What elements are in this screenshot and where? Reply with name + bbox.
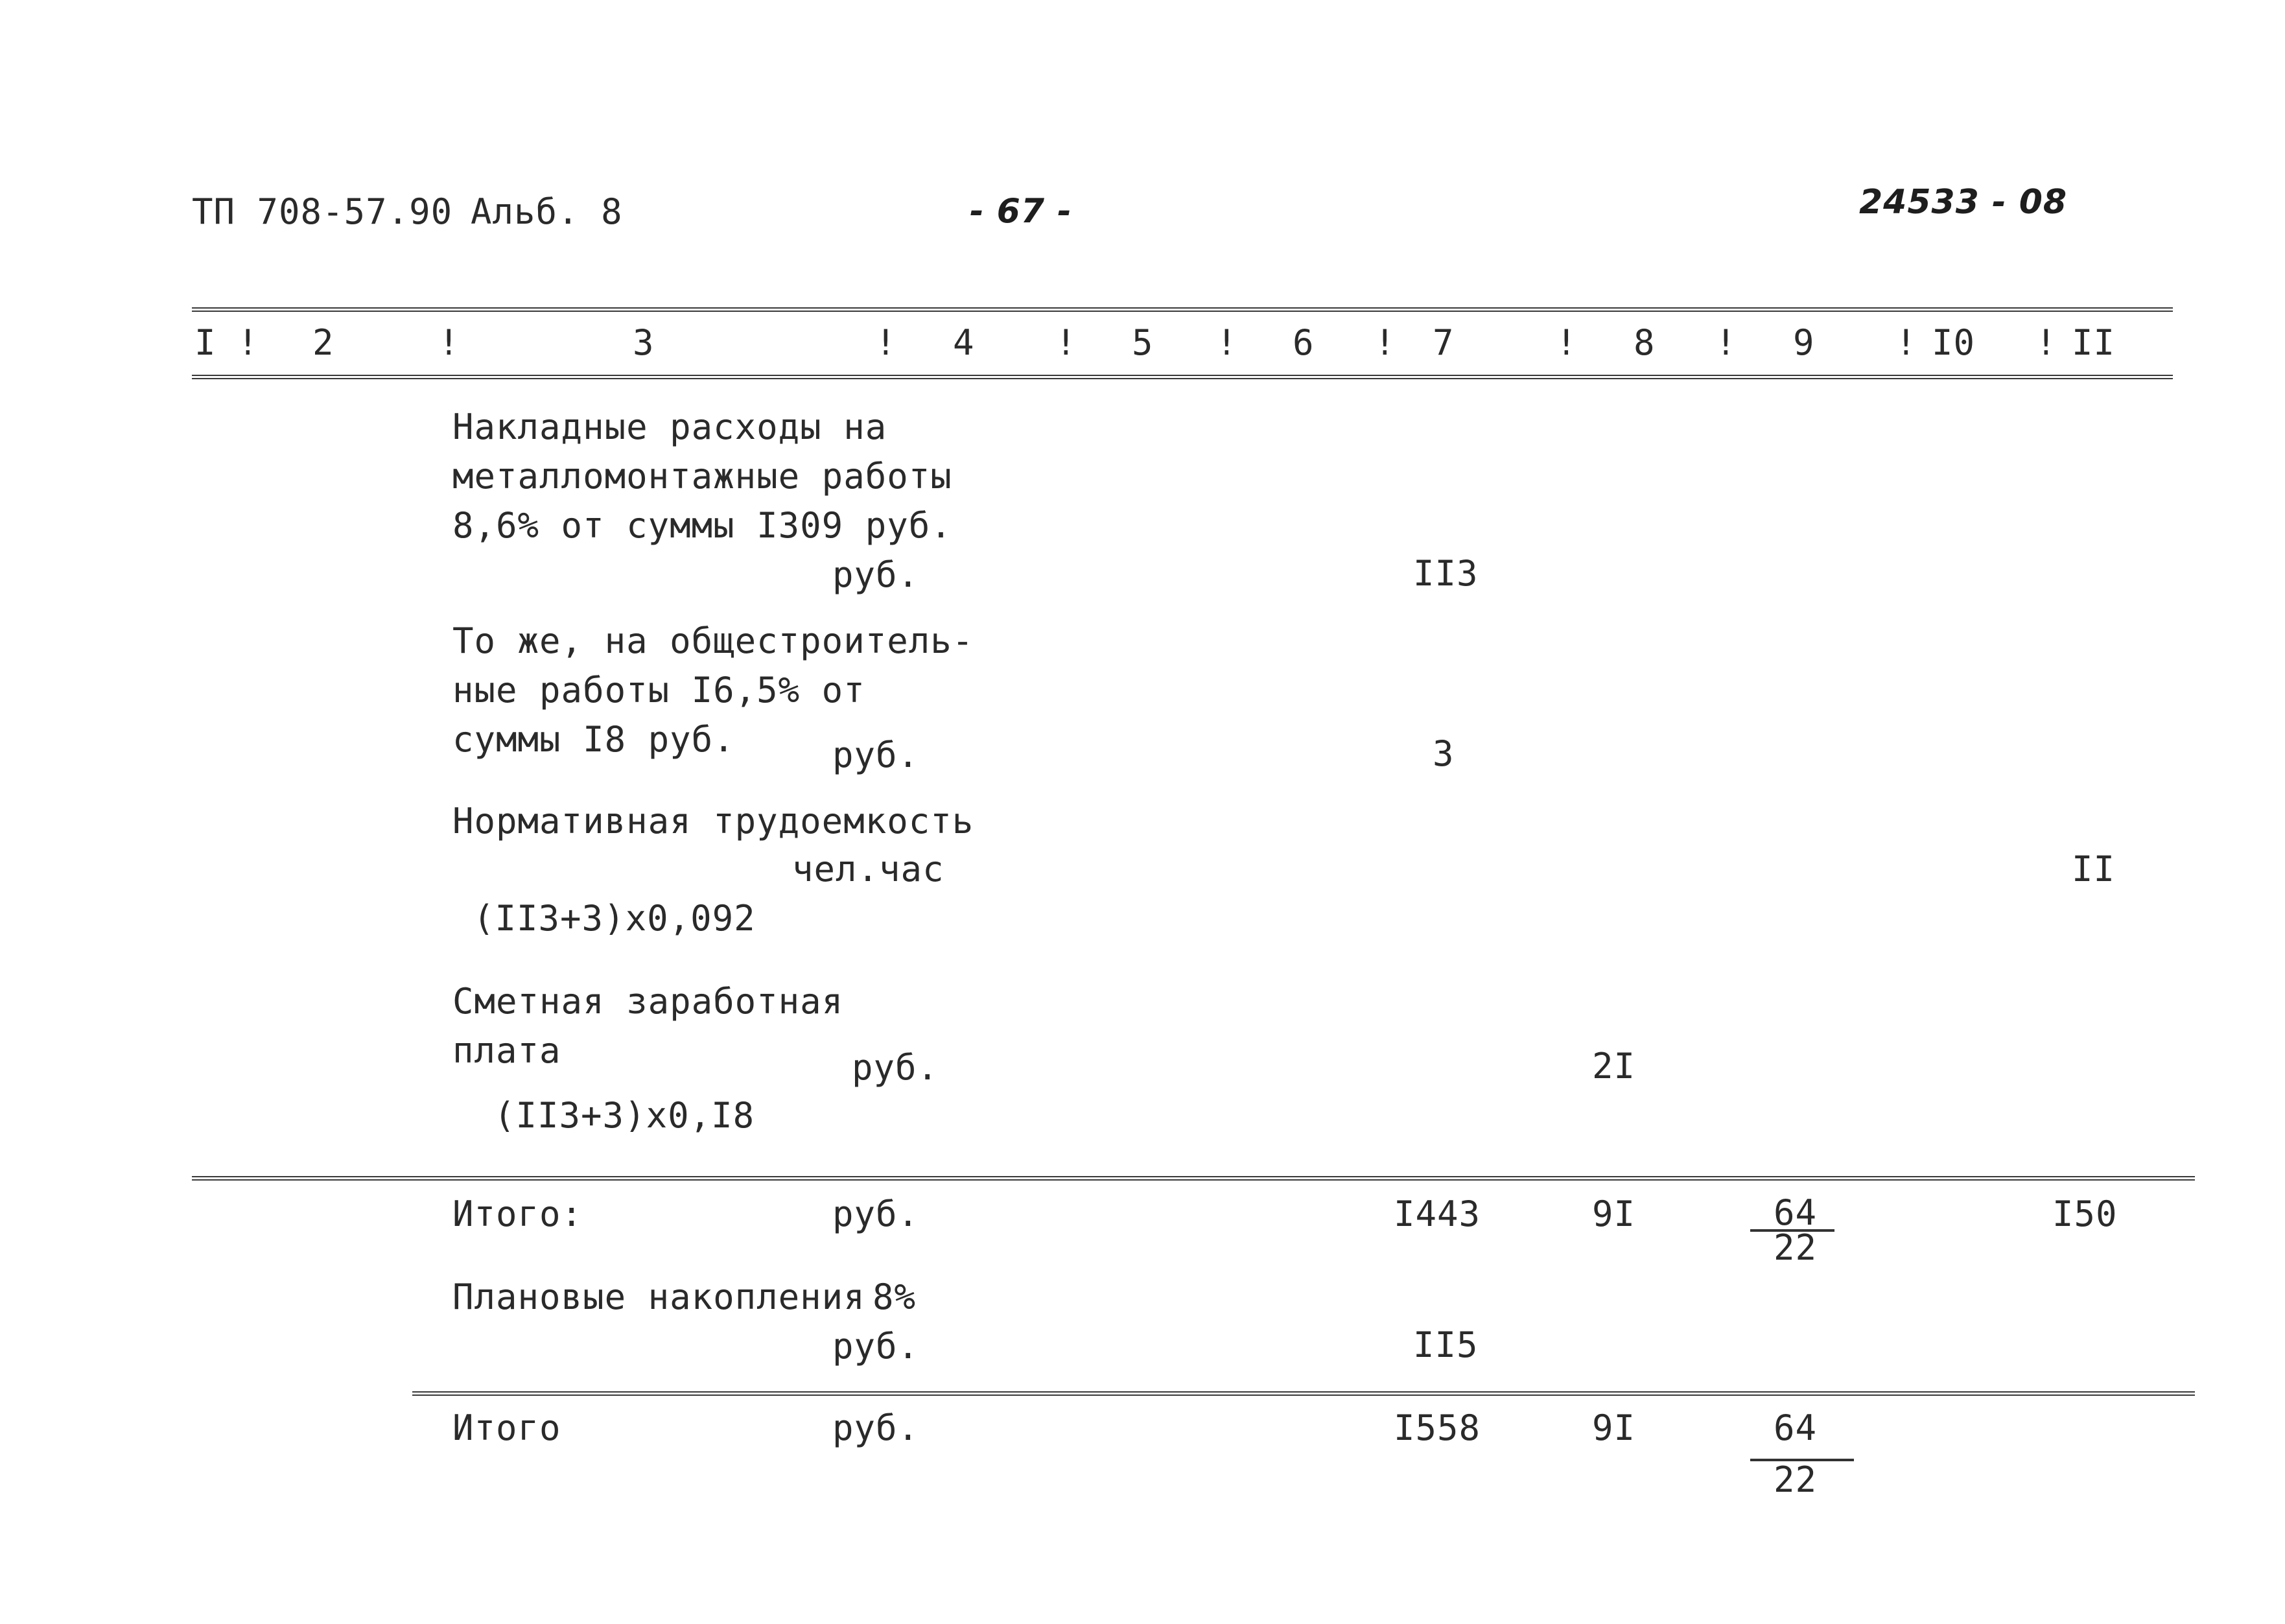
row-value-col11: I50 [2052,1194,2118,1234]
row-unit: руб. [852,1047,939,1088]
row-value-col8: 2I [1592,1046,1636,1087]
row-text-line: ные работы I6,5% от [452,670,865,711]
column-number: 9 [1793,322,1815,363]
row-unit: руб. [832,735,920,775]
inventory-number: 24533 - 08 [1859,183,2068,222]
row-text-line: Плановые накопления [452,1277,865,1317]
row-text-line: 8,6% от суммы I309 руб. [452,505,952,546]
row-formula: (II3+3)x0,092 [473,898,756,939]
column-number: I0 [1932,322,1976,363]
row-value-col8: 9I [1592,1407,1636,1448]
row-text-line: Накладные расходы на [452,406,887,447]
column-separator: ! [875,322,897,363]
column-number: I [194,322,217,363]
column-number: 4 [953,322,975,363]
column-separator: ! [438,322,460,363]
column-number: 7 [1433,322,1455,363]
row-text-line: Сметная заработная [452,981,844,1022]
row-value-col11: II [2072,849,2116,889]
row-unit: руб. [832,554,920,595]
column-number: 2 [312,322,334,363]
column-separator: ! [1055,322,1077,363]
row-value-col8: 9I [1592,1194,1636,1234]
column-separator: ! [1715,322,1737,363]
column-separator: ! [1895,322,1917,363]
row-value-col7: I558 [1394,1407,1481,1448]
column-separator: ! [237,322,259,363]
row-value-col7: II3 [1413,553,1479,594]
row-unit: чел.час [792,849,944,889]
row-unit: руб. [832,1407,920,1448]
row-percent: 8% [873,1277,917,1317]
fraction-denominator: 22 [1774,1459,1818,1500]
column-separator: ! [1216,322,1238,363]
total-label: Итого [452,1407,561,1448]
album-label: Альб. 8 [471,191,623,232]
row-value-col7: II5 [1413,1324,1479,1365]
row-text-line: То же, на общестроитель- [452,620,974,661]
row-unit: руб. [832,1326,920,1367]
fraction-numerator: 64 [1774,1407,1818,1448]
row-text-line: Нормативная трудоемкость [452,801,974,841]
row-text-line: суммы I8 руб. [452,719,735,760]
row-value-col7: I443 [1394,1194,1481,1234]
column-number: II [2072,322,2116,363]
column-number: 3 [633,322,655,363]
row-text-line: металломонтажные работы [452,456,952,497]
column-number: 5 [1132,322,1154,363]
total-rule [412,1391,2195,1396]
page-number: - 67 - [970,192,1072,231]
row-unit: руб. [832,1194,920,1234]
document-code: ТП 708-57.90 [192,191,453,232]
column-number: 8 [1634,322,1656,363]
row-value-col7: 3 [1433,733,1455,774]
column-separator: ! [1556,322,1578,363]
table-header-bottom-rule [192,375,2173,379]
column-number: 6 [1293,322,1315,363]
fraction-denominator: 22 [1774,1227,1818,1268]
subtotal-rule [192,1176,2195,1181]
table-top-rule [192,307,2173,312]
row-text-line: плата [452,1030,561,1071]
fraction-numerator: 64 [1774,1192,1818,1233]
column-separator: ! [2035,322,2057,363]
subtotal-label: Итого: [452,1194,583,1234]
column-separator: ! [1374,322,1396,363]
row-formula: (II3+3)x0,I8 [494,1095,755,1136]
